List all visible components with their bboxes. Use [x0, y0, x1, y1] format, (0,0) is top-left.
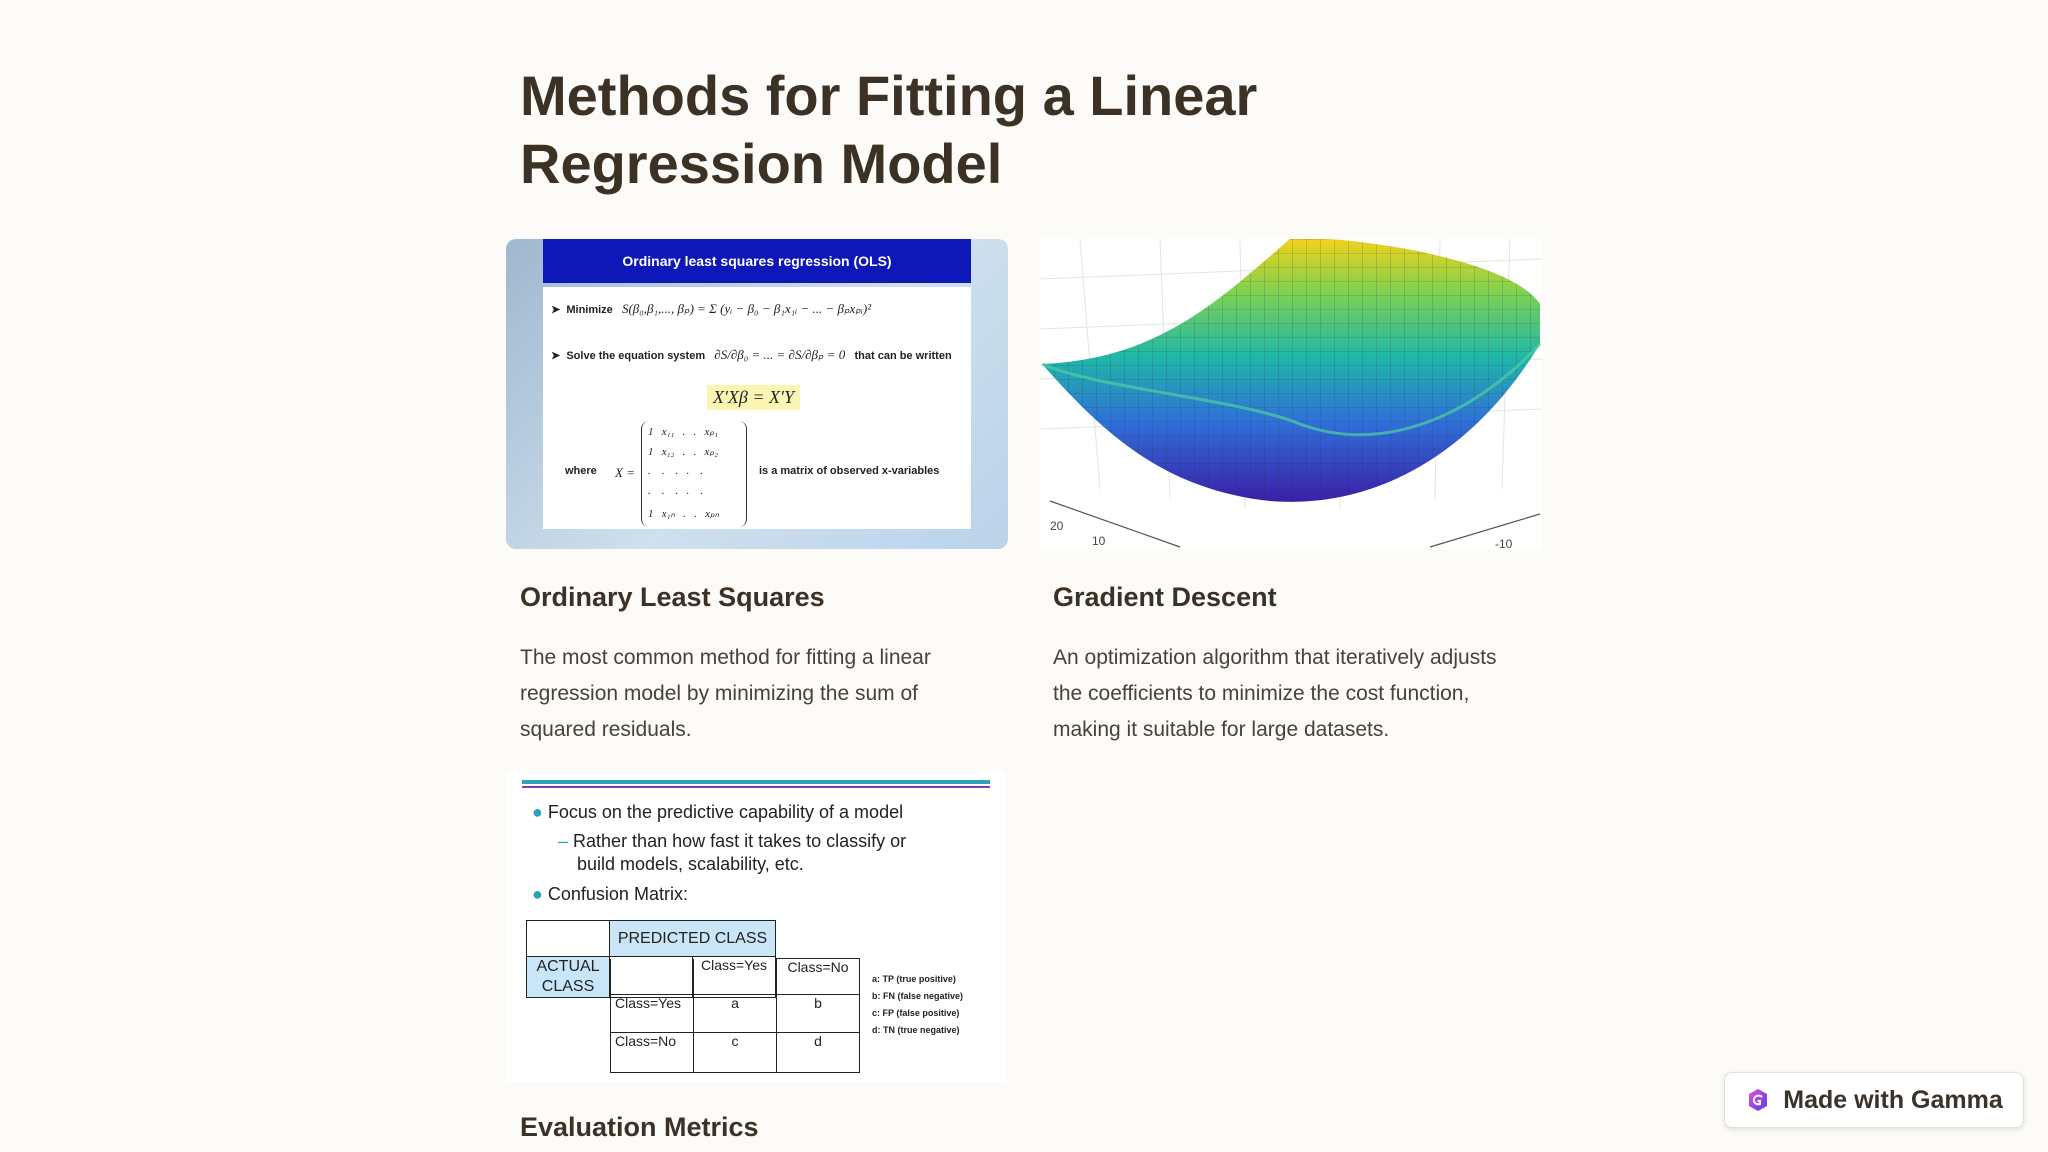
ols-solve-formula: ∂S/∂β₀ = ... = ∂S/∂βₚ = 0 [714, 347, 846, 362]
ols-written-label: that can be written [854, 350, 952, 362]
cm-col-no: Class=No [777, 959, 860, 995]
ols-x-label: X = [615, 465, 635, 480]
cm-actual-class [527, 957, 610, 998]
cm-actual-class-1: ACTUAL [536, 958, 600, 975]
cm-row-yes: Class=Yes [611, 995, 694, 1033]
page-title: Methods for Fitting a Linear Regression Model [520, 64, 1258, 195]
cm-bullet-1: ● Focus on the predictive capability of a model [532, 802, 904, 822]
ols-minimize-row: ➤ Minimize S(β₀,β₁,..., βₚ) = Σ (yᵢ − β₀ − β₁x₁ᵢ − ... − βₚxₚᵢ)² [551, 301, 872, 316]
ols-image [506, 239, 1008, 549]
cm-sub-1: – Rather than how fast it takes to classify or [558, 831, 907, 851]
confusion-matrix-grid [610, 958, 860, 1073]
ols-heading: Ordinary Least Squares [520, 582, 825, 612]
confusion-matrix-image [506, 772, 1006, 1082]
cm-legend-a: a: TP (true positive) [872, 974, 956, 984]
ols-minimize-label: Minimize [566, 304, 613, 316]
cm-sub-1-text: Rather than how fast it takes to classify or [573, 831, 907, 851]
cm-cell-b: b [777, 995, 860, 1033]
cm-rule-purple [522, 786, 990, 788]
plot-axes [1050, 501, 1540, 547]
evaluation-metrics-heading: Evaluation Metrics [520, 1112, 759, 1142]
ols-solve-label: Solve the equation system [566, 350, 706, 362]
ols-matrix: 1 x₁₁ . . xₚ₁ 1 x₁₂ . . xₚ₂ . . . . . . . . . . 1 x₁ₙ . . xₚₙ [641, 421, 747, 527]
cm-bullet-2: ● Confusion Matrix: [532, 884, 688, 904]
cm-rule-teal [522, 780, 990, 784]
cm-actual-class-2: CLASS [541, 978, 595, 995]
cm-col-yes: Class=Yes [693, 957, 776, 998]
ols-normal-equation: X′Xβ = X′Y [707, 385, 800, 410]
ols-description: The most common method for fitting a linear regression model by minimizing the sum of squared residuals. [520, 646, 931, 741]
ols-minimize-formula: S(β₀,β₁,..., βₚ) = Σ (yᵢ − β₀ − β₁x₁ᵢ − ... − βₚxₚᵢ)² [621, 301, 872, 316]
gradient-descent-description: An optimization algorithm that iteratively adjusts the coefficients to minimize the cost function, making it suitable for large datasets. [1053, 646, 1497, 741]
gradient-surface-plot [1040, 239, 1542, 549]
tick-label-neg10: -10 [1495, 537, 1513, 549]
cm-bullet-2-text: Confusion Matrix: [547, 884, 688, 904]
gamma-logo-icon [1745, 1087, 1771, 1113]
cm-cell-d: d [777, 1033, 860, 1073]
ols-matrix-desc: is a matrix of observed x-variables [759, 465, 940, 477]
cm-legend-b: b: FN (false negative) [872, 991, 964, 1001]
cm-cell-a: a [694, 995, 777, 1033]
tick-label-20: 20 [1050, 519, 1064, 533]
cm-predicted-class: PREDICTED CLASS [610, 921, 776, 957]
cm-row-no: Class=No [611, 1033, 694, 1073]
ols-image-header: Ordinary least squares regression (OLS) [543, 239, 971, 283]
ols-solve-row: ➤ Solve the equation system ∂S/∂β₀ = ... = ∂S/∂βₚ = 0 that can be written [551, 347, 952, 362]
gradient-descent-image [1040, 239, 1542, 549]
ols-image-body [543, 287, 971, 529]
made-with-gamma-label: Made with Gamma [1783, 1085, 2003, 1114]
tick-label-10: 10 [1092, 534, 1106, 548]
cm-sub-2: build models, scalability, etc. [577, 854, 804, 874]
made-with-gamma-badge[interactable] [1724, 1072, 2024, 1128]
cm-cell-c: c [694, 1033, 777, 1073]
gradient-descent-heading: Gradient Descent [1053, 582, 1277, 612]
cm-bullet-1-text: Focus on the predictive capability of a model [547, 802, 904, 822]
cm-legend-d: d: TN (true negative) [872, 1025, 960, 1035]
ols-where-label: where [565, 465, 597, 477]
cm-legend-c: c: FP (false positive) [872, 1008, 960, 1018]
